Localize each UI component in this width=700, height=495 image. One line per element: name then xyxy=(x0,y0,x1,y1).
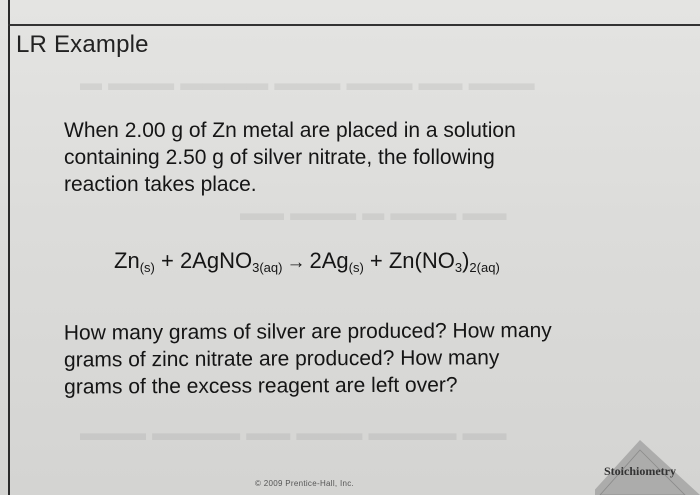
bleed-through-text: ▬ ▬▬▬ ▬▬▬▬ ▬▬▬ ▬▬▬ ▬▬ ▬▬▬ xyxy=(80,70,535,95)
state-label: (s) xyxy=(348,260,364,275)
plus-sign: + xyxy=(363,248,389,273)
reaction-arrow: → xyxy=(286,252,306,273)
logo-text: Stoichiometry xyxy=(604,464,676,478)
copyright-notice: © 2009 Prentice-Hall, Inc. xyxy=(255,479,355,488)
slide-frame-top xyxy=(8,24,700,26)
subscript: 3 xyxy=(454,260,463,275)
chemical-equation xyxy=(114,248,500,275)
state-label: (s) xyxy=(139,260,155,275)
bleed-through-text: ▬▬▬ ▬▬▬▬ ▬▬ ▬▬▬ ▬▬▬▬ ▬▬ xyxy=(80,420,507,445)
reactant-agno3: 2AgNO xyxy=(179,248,253,273)
state-label: 2(aq) xyxy=(469,260,500,275)
reactant-zn: Zn xyxy=(114,248,140,273)
bleed-through-text: ▬▬ ▬▬▬ ▬ ▬▬▬ ▬▬ xyxy=(240,200,507,225)
plus-sign: + xyxy=(154,248,180,273)
problem-question: How many grams of silver are produced? How many grams of zinc nitrate are produced? How many grams of the excess reagent are left over? xyxy=(63,319,552,399)
closing-paren: ) xyxy=(462,248,470,273)
product-zinc-nitrate: Zn(NO xyxy=(388,248,455,273)
slide-title: LR Example xyxy=(16,31,149,58)
problem-intro: When 2.00 g of Zn metal are placed in a solution containing 2.50 g of silver nitrate, the following reaction takes place. xyxy=(64,119,516,196)
state-label: 3(aq) xyxy=(252,260,283,275)
slide-frame-left xyxy=(8,0,10,495)
product-ag: 2Ag xyxy=(309,248,349,273)
